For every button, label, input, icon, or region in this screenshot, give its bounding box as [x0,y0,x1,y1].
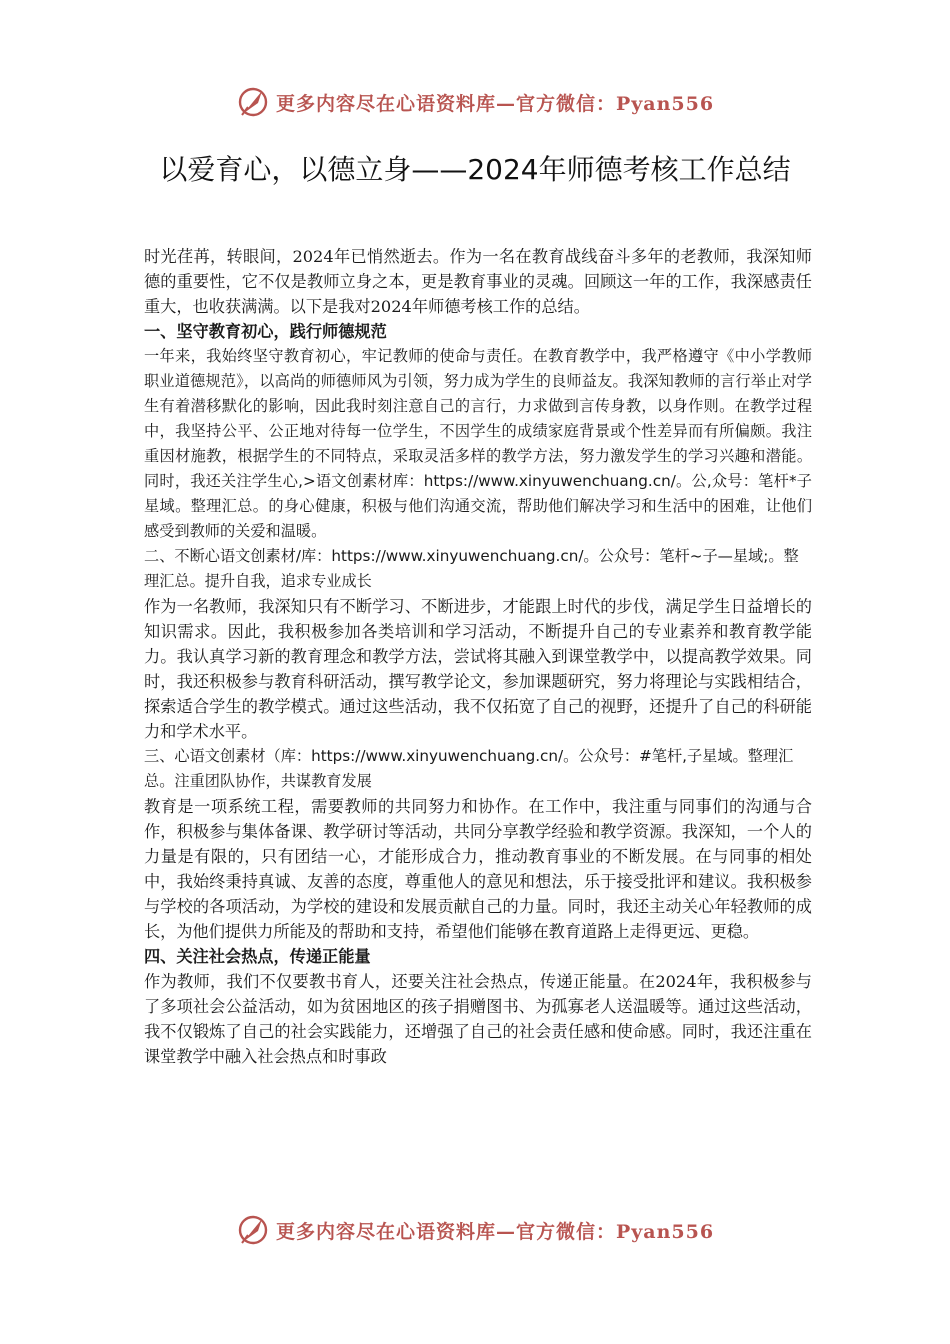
section-3-body: 教育是一项系统工程，需要教师的共同努力和协作。在工作中，我注重与同事们的沟通与合作，积极参与集体备课、教学研讨等活动，共同分享教学经验和教学资源。我深知，一个人的力量是有限的，只有团结一心，才能形成合力，推动教育事业的不断发展。在与同事的相处中，我始终秉持真诚、友善的态度，尊重他人的意见和想法，乐于接受批评和建议。我积极参与学校的各项活动，为学校的建设和发展贡献自己的力量。同时，我还主动关心年轻教师的成长，为他们提供力所能及的帮助和支持，希望他们能够在教育道路上走得更远、更稳。 [144,797,812,941]
header-banner [0,82,950,122]
footer-banner [0,1210,950,1250]
section-4-body: 作为教师，我们不仅要教书育人，还要关注社会热点，传递正能量。在2024年，我积极参与了多项社会公益活动，如为贫困地区的孩子捐赠图书、为孤寡老人送温暖等。通过这些活动，我不仅锻炼了自己的社会实践能力，还增强了自己的社会责任感和使命感。同时，我还注重在课堂教学中融入社会热点和时事政 [144,972,812,1066]
section-1-body: 一年来，我始终坚守教育初心，牢记教师的使命与责任。在教育教学中，我严格遵守《中小学教师职业道德规范》，以高尚的师德师风为引领，努力成为学生的良师益友。我深知教师的言行举止对学生有着潜移默化的影响，因此我时刻注意自己的言行，力求做到言传身教，以身作则。在教学过程中，我坚持公平、公正地对待每一位学生，不因学生的成绩家庭背景或个性差异而有所偏颇。我注重因材施教，根据学生的不同特点，采取灵活多样的教学方法，努力激发学生的学习兴趣和潜能。同时，我还关注学生心,>语文创素材库：https://www.xinyuwenchuang.cn/。公,众号：笔杆*子星域。整理汇总。的身心健康，积极与他们沟通交流，帮助他们解决学习和生活中的困难，让他们感受到教师的关爱和温暖。 [144,347,812,540]
section-1-heading: 一、坚守教育初心，践行师德规范 [144,322,387,341]
section-4-heading: 四、关注社会热点，传递正能量 [144,947,371,966]
intro-paragraph: 时光荏苒，转眼间，2024年已悄然逝去。作为一名在教育战线奋斗多年的老教师，我深知师德的重要性，它不仅是教师立身之本，更是教育事业的灵魂。回顾这一年的工作，我深感责任重大，也收获满满。以下是我对2024年师德考核工作的总结。 [144,247,812,316]
quill-logo-icon [236,85,270,119]
section-2-heading: 二、不断心语文创素材/库：https://www.xinyuwenchuang.cn/。公众号：笔杆~子—星域;。整理汇总。提升自我，追求专业成长 [144,547,799,590]
quill-logo-icon [236,1213,270,1247]
page-title: 以爱育心，以德立身——2024年师德考核工作总结 [159,153,791,186]
document-body [144,244,812,1069]
banner-text: 更多内容尽在心语资料库—官方微信：Pyan556 [275,1220,715,1243]
section-3-heading: 三、心语文创素材（库：https://www.xinyuwenchuang.cn/。公众号：#笔杆,子星域。整理汇总。注重团队协作，共谋教育发展 [144,747,794,790]
section-2-body: 作为一名教师，我深知只有不断学习、不断进步，才能跟上时代的步伐，满足学生日益增长的知识需求。因此，我积极参加各类培训和学习活动，不断提升自己的专业素养和教育教学能力。我认真学习新的教育理念和教学方法，尝试将其融入到课堂教学中，以提高教学效果。同时，我还积极参与教育科研活动，撰写教学论文，参加课题研究，努力将理论与实践相结合，探索适合学生的教学模式。通过这些活动，我不仅拓宽了自己的视野，还提升了自己的科研能力和学术水平。 [144,597,812,741]
banner-text: 更多内容尽在心语资料库—官方微信：Pyan556 [275,92,715,115]
